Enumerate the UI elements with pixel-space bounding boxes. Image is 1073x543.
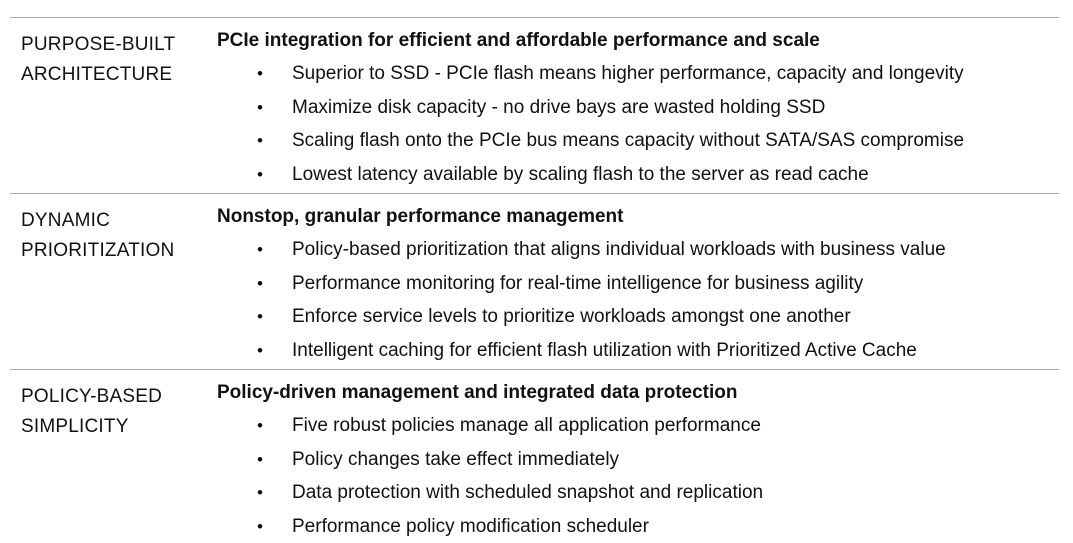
- bullet-icon: •: [257, 443, 263, 477]
- list-item: [217, 443, 1059, 477]
- list-item-text: Intelligent caching for efficient flash utilization with Prioritized Active Cache: [292, 340, 917, 361]
- list-item: [217, 334, 1059, 368]
- row-label: [21, 382, 162, 442]
- feature-row-purpose-built-architecture: [10, 17, 1059, 193]
- row-label-line: POLICY-BASED: [21, 382, 162, 412]
- list-item: [217, 476, 1059, 510]
- list-item: [217, 57, 1059, 91]
- list-item: [217, 300, 1059, 334]
- bullet-icon: •: [257, 334, 263, 368]
- feature-table: [10, 17, 1059, 539]
- row-content: [217, 380, 1059, 543]
- bullet-icon: •: [257, 409, 263, 443]
- list-item-text: Scaling flash onto the PCIe bus means capacity without SATA/SAS compromise: [292, 130, 964, 151]
- bullet-icon: •: [257, 57, 263, 91]
- row-heading: PCIe integration for efficient and affordable performance and scale: [217, 28, 1059, 54]
- row-heading: Nonstop, granular performance management: [217, 204, 1059, 230]
- row-content: [217, 204, 1059, 367]
- list-item-text: Performance policy modification scheduler: [292, 516, 649, 537]
- bullet-icon: •: [257, 91, 263, 125]
- list-item-text: Lowest latency available by scaling flash to the server as read cache: [292, 164, 869, 185]
- bullet-icon: •: [257, 300, 263, 334]
- list-item: [217, 267, 1059, 301]
- list-item-text: Performance monitoring for real-time intelligence for business agility: [292, 273, 863, 294]
- row-label-line: ARCHITECTURE: [21, 60, 175, 90]
- row-label-line: SIMPLICITY: [21, 412, 162, 442]
- row-label: [21, 30, 175, 90]
- feature-row-policy-based-simplicity: [10, 369, 1059, 539]
- bullet-list: [217, 233, 1059, 367]
- bullet-icon: •: [257, 510, 263, 543]
- list-item: [217, 158, 1059, 192]
- list-item-text: Superior to SSD - PCIe flash means higher performance, capacity and longevity: [292, 63, 964, 84]
- list-item: [217, 233, 1059, 267]
- bullet-list: [217, 409, 1059, 543]
- bullet-icon: •: [257, 476, 263, 510]
- list-item-text: Data protection with scheduled snapshot and replication: [292, 482, 763, 503]
- list-item-text: Enforce service levels to prioritize workloads amongst one another: [292, 306, 851, 327]
- row-label: [21, 206, 174, 266]
- list-item-text: Policy-based prioritization that aligns individual workloads with business value: [292, 239, 946, 260]
- row-content: [217, 28, 1059, 191]
- list-item-text: Maximize disk capacity - no drive bays are wasted holding SSD: [292, 97, 825, 118]
- list-item: [217, 124, 1059, 158]
- list-item: [217, 409, 1059, 443]
- row-label-line: PRIORITIZATION: [21, 236, 174, 266]
- list-item-text: Five robust policies manage all application performance: [292, 415, 761, 436]
- bullet-icon: •: [257, 267, 263, 301]
- bullet-icon: •: [257, 233, 263, 267]
- row-heading: Policy-driven management and integrated data protection: [217, 380, 1059, 406]
- bullet-icon: •: [257, 124, 263, 158]
- list-item: [217, 91, 1059, 125]
- bullet-list: [217, 57, 1059, 191]
- row-label-line: PURPOSE-BUILT: [21, 30, 175, 60]
- bullet-icon: •: [257, 158, 263, 192]
- list-item-text: Policy changes take effect immediately: [292, 449, 619, 470]
- feature-row-dynamic-prioritization: [10, 193, 1059, 369]
- row-label-line: DYNAMIC: [21, 206, 174, 236]
